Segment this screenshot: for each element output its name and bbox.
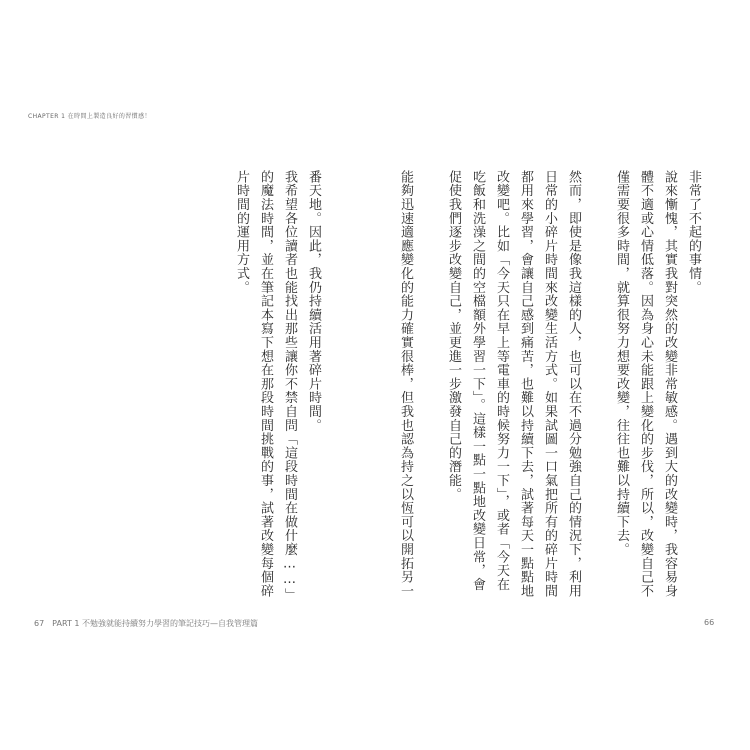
paragraph: 我希望各位讀者也能找出那些讓你不禁自問「這段時間在做什麼……」的魔法時間，並在筆記本寫下想在那段時間挑戰的事，試著改變每個碎片時間的運用方式。 — [234, 170, 297, 598]
right-page-text — [398, 170, 705, 600]
left-page-text — [175, 170, 325, 600]
paragraph: 非常了不起的事情。 — [686, 170, 701, 295]
paragraph: 番天地。因此，我仍持續活用著碎片時間。 — [306, 170, 321, 433]
running-head: CHAPTER 1 在時間上製造良好的習慣感！ — [28, 113, 151, 120]
right-page-number: 66 — [704, 618, 715, 627]
left-page-footer: 67 PART 1 不勉強就能持續努力學習的筆記技巧—自我管理篇 — [34, 619, 259, 628]
paragraph: 說來慚愧，其實我對突然的改變非常敏感。遇到大的改變時，我容易身體不適或心情低落。因為身心未能跟上變化的步伐，所以，改變自己不僅需要很多時間，就算很努力想要改變，往往也難以持續下去。 — [614, 170, 677, 598]
paragraph: 能夠迅速適應變化的能力確實很棒，但我也認為持之以恆可以開拓另一 — [398, 170, 413, 598]
paragraph: 然而，即使是像我這樣的人，也可以在不過分勉強自己的情況下，利用日常的小碎片時間來改變生活方式。如果試圖一口氣把所有的碎片時間都用來學習，會讓自己感到痛苦，也難以持續下去，試著每天一點點地改變吧。比如「今天只在早上等電車的時候努力一下」，或者「今天在吃飯和洗澡之間的空檔額外學習一下」。這樣一點一點地改變日常，會促使我們逐步改變自己，並更進一步激發自己的潛能。 — [446, 170, 581, 598]
